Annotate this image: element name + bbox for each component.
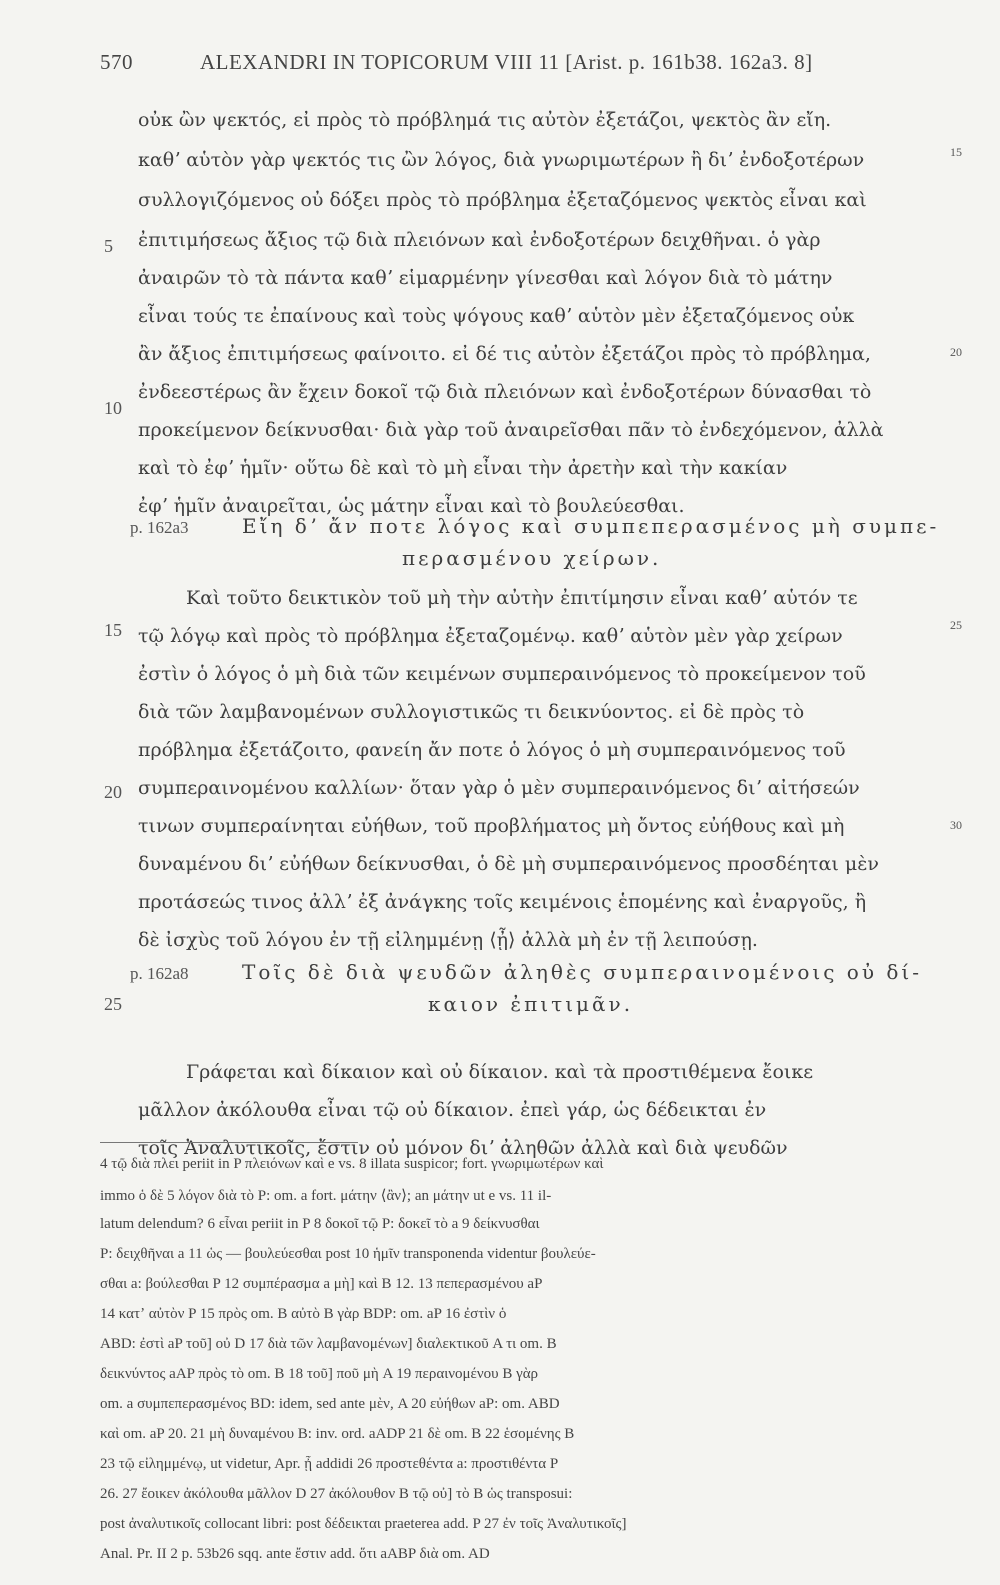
lemma-reference: p. 162a8 bbox=[130, 964, 189, 983]
text-line: Γράφεται καὶ δίκαιον καὶ οὐ δίκαιον. καὶ τὰ προστιθέμενα ἔοικε bbox=[186, 1061, 814, 1083]
apparatus-line: immo ὁ δὲ 5 λόγον διὰ τὸ P: om. a fort. μάτην ⟨ἂν⟩; an μάτην ut e vs. 11 il- bbox=[100, 1188, 552, 1204]
text-line: διὰ τῶν λαμβανομένων συλλογιστικῶς τι δεικνύοντος. εἰ δὲ πρὸς τὸ bbox=[138, 701, 805, 723]
apparatus-line: σθαι a: βούλεσθαι P 12 συμπέρασμα a μὴ] καὶ B 12. 13 πεπερασμένου aP bbox=[100, 1276, 543, 1292]
line-number: 20 bbox=[104, 782, 122, 802]
lemma-line: Εἴη δʼ ἄν ποτε λόγος καὶ συμπεπερασμένος μὴ συμπε- bbox=[242, 514, 940, 538]
text-line: προκείμενον δείκνυσθαι· διὰ γὰρ τοῦ ἀναιρεῖσθαι πᾶν τὸ ἐνδεχόμενον, ἀλλὰ bbox=[138, 419, 884, 441]
text-line: εἶναι τούς τε ἐπαίνους καὶ τοὺς ψόγους καθʼ αὑτὸν μὲν ἐξεταζόμενος οὐκ bbox=[138, 305, 855, 327]
apparatus-line: ABD: ἐστὶ aP τοῦ] οὐ D 17 διὰ τῶν λαμβανομένων] διαλεκτικοῦ A τι om. B bbox=[100, 1336, 557, 1352]
line-number: 25 bbox=[104, 994, 122, 1014]
aristotle-line-number: 20 bbox=[950, 345, 962, 359]
aristotle-line-number: 15 bbox=[950, 145, 962, 159]
text-line: πρόβλημα ἐξετάζοιτο, φανείη ἄν ποτε ὁ λόγος ὁ μὴ συμπεραινόμενος τοῦ bbox=[138, 739, 846, 761]
lemma-line: καιον ἐπιτιμᾶν. bbox=[428, 992, 634, 1016]
text-line: ἀναιρῶν τὸ τὰ πάντα καθʼ εἱμαρμένην γίνεσθαι καὶ λόγον διὰ τὸ μάτην bbox=[138, 267, 833, 289]
line-number: 10 bbox=[104, 398, 122, 418]
apparatus-line: 14 κατʼ αὐτὸν P 15 πρὸς om. B αὐτὸ B γὰρ BDP: om. aP 16 ἐστὶν ὁ bbox=[100, 1306, 507, 1322]
apparatus-line: 26. 27 ἔοικεν ἀκόλουθα μᾶλλον D 27 ἀκόλουθον B τῷ οὐ] τὸ B ὡς transposui: bbox=[100, 1486, 573, 1502]
text-line: μᾶλλον ἀκόλουθα εἶναι τῷ οὐ δίκαιον. ἐπεὶ γάρ, ὡς δέδεικται ἐν bbox=[138, 1099, 767, 1121]
apparatus-line: 4 τῷ διὰ πλει periit in P πλειόνων καὶ e vs. 8 illata suspicor; fort. γνωριμωτέρων καὶ bbox=[100, 1156, 604, 1172]
line-number: 15 bbox=[104, 620, 122, 640]
running-header bbox=[100, 50, 960, 90]
text-line: ἐφʼ ἡμῖν ἀναιρεῖται, ὡς μάτην εἶναι καὶ τὸ βουλεύεσθαι. bbox=[138, 495, 685, 517]
apparatus-rule bbox=[100, 1142, 358, 1143]
text-line: οὐκ ὢν ψεκτός, εἰ πρὸς τὸ πρόβλημά τις αὐτὸν ἐξετάζοι, ψεκτὸς ἂν εἴη. bbox=[138, 109, 832, 131]
lemma-line: περασμένου χείρων. bbox=[402, 546, 662, 570]
lemma-line: Τοῖς δὲ διὰ ψευδῶν ἀληθὲς συμπεραινομένοις οὐ δί- bbox=[242, 960, 922, 984]
apparatus-line: post ἀναλυτικοῖς collocant libri: post δέδεικται praeterea add. P 27 ἐν τοῖς Ἀναλυτικοῖς] bbox=[100, 1516, 627, 1532]
text-line: τινων συμπεραίνηται εὐήθων, τοῦ προβλήματος μὴ ὄντος εὐήθους καὶ μὴ bbox=[138, 815, 845, 837]
text-line: τοῖς Ἀναλυτικοῖς, ἔστιν οὐ μόνον διʼ ἀληθῶν ἀλλὰ καὶ διὰ ψευδῶν bbox=[138, 1137, 788, 1159]
text-line: προτάσεώς τινος ἀλλʼ ἐξ ἀνάγκης τοῖς κειμένοις ἑπομένης καὶ ἐναργοῦς, ἢ bbox=[138, 891, 867, 913]
text-line: καὶ τὸ ἐφʼ ἡμῖν· οὕτω δὲ καὶ τὸ μὴ εἶναι τὴν ἀρετὴν καὶ τὴν κακίαν bbox=[138, 457, 788, 479]
apparatus-line: δεικνύντος aAP πρὸς τὸ om. B 18 τοῦ] ποῦ μὴ A 19 περαινομένου B γὰρ bbox=[100, 1366, 539, 1382]
text-line: Καὶ τοῦτο δεικτικὸν τοῦ μὴ τὴν αὐτὴν ἐπιτίμησιν εἶναι καθʼ αὑτόν τε bbox=[186, 587, 858, 609]
apparatus-line: Anal. Pr. II 2 p. 53b26 sqq. ante ἔστιν add. ὅτι aABP διὰ om. AD bbox=[100, 1546, 490, 1562]
apparatus-line: latum delendum? 6 εἶναι periit in P 8 δοκοῖ τῷ P: δοκεῖ τὸ a 9 δείκνυσθαι bbox=[100, 1216, 540, 1232]
text-line: δὲ ἰσχὺς τοῦ λόγου ἐν τῇ εἰλημμένῃ ⟨ᾖ⟩ ἀλλὰ μὴ ἐν τῇ λειπούσῃ. bbox=[138, 929, 758, 951]
text-line: ἐπιτιμήσεως ἄξιος τῷ διὰ πλειόνων καὶ ἐνδοξοτέρων δειχθῆναι. ὁ γὰρ bbox=[138, 229, 821, 251]
text-line: τῷ λόγῳ καὶ πρὸς τὸ πρόβλημα ἐξεταζομένῳ. καθʼ αὑτὸν μὲν γὰρ χείρων bbox=[138, 625, 843, 647]
apparatus-line: 23 τῷ εἰλημμένῳ, ut videtur, Apr. ᾖ addidi 26 προστεθέντα a: προστιθέντα P bbox=[100, 1456, 559, 1472]
apparatus-line: om. a συμπεπερασμένος BD: idem, sed ante μὲν, A 20 εὐήθων aP: om. ABD bbox=[100, 1396, 560, 1412]
apparatus-line: καὶ om. aP 20. 21 μὴ δυναμένου B: inv. ord. aADP 21 δὲ om. B 22 ἑσομένης B bbox=[100, 1426, 575, 1442]
running-title: ALEXANDRI IN TOPICORUM VIII 11 [Arist. p. 161b38. 162a3. 8] bbox=[200, 50, 813, 74]
page-number: 570 bbox=[100, 50, 133, 74]
text-line: συμπεραινομένου καλλίων· ὅταν γὰρ ὁ μὲν συμπεραινόμενος διʼ αἰτήσεών bbox=[138, 777, 860, 799]
text-line: δυναμένου διʼ εὐήθων δείκνυσθαι, ὁ δὲ μὴ συμπεραινόμενος προσδέηται μὲν bbox=[138, 853, 879, 875]
text-line: ἐνδεεστέρως ἂν ἔχειν δοκοῖ τῷ διὰ πλειόνων καὶ ἐνδοξοτέρων δύνασθαι τὸ bbox=[138, 381, 872, 403]
line-number: 5 bbox=[104, 236, 113, 256]
text-line: καθʼ αὑτὸν γὰρ ψεκτός τις ὢν λόγος, διὰ γνωριμωτέρων ἢ διʼ ἐνδοξοτέρων bbox=[138, 149, 865, 171]
lemma-reference: p. 162a3 bbox=[130, 518, 189, 537]
text-line: συλλογιζόμενος οὐ δόξει πρὸς τὸ πρόβλημα ἐξεταζόμενος ψεκτὸς εἶναι καὶ bbox=[138, 189, 867, 211]
apparatus-line: P: δειχθῆναι a 11 ὡς — βουλεύεσθαι post 10 ἡμῖν transponenda videntur βουλεύε- bbox=[100, 1246, 596, 1262]
aristotle-line-number: 25 bbox=[950, 618, 962, 632]
text-line: ἐστὶν ὁ λόγος ὁ μὴ διὰ τῶν κειμένων συμπεραινόμενος τὸ προκείμενον τοῦ bbox=[138, 663, 866, 685]
text-line: ἂν ἄξιος ἐπιτιμήσεως φαίνοιτο. εἰ δέ τις αὐτὸν ἐξετάζοι πρὸς τὸ πρόβλημα, bbox=[138, 343, 871, 365]
aristotle-line-number: 30 bbox=[950, 818, 962, 832]
